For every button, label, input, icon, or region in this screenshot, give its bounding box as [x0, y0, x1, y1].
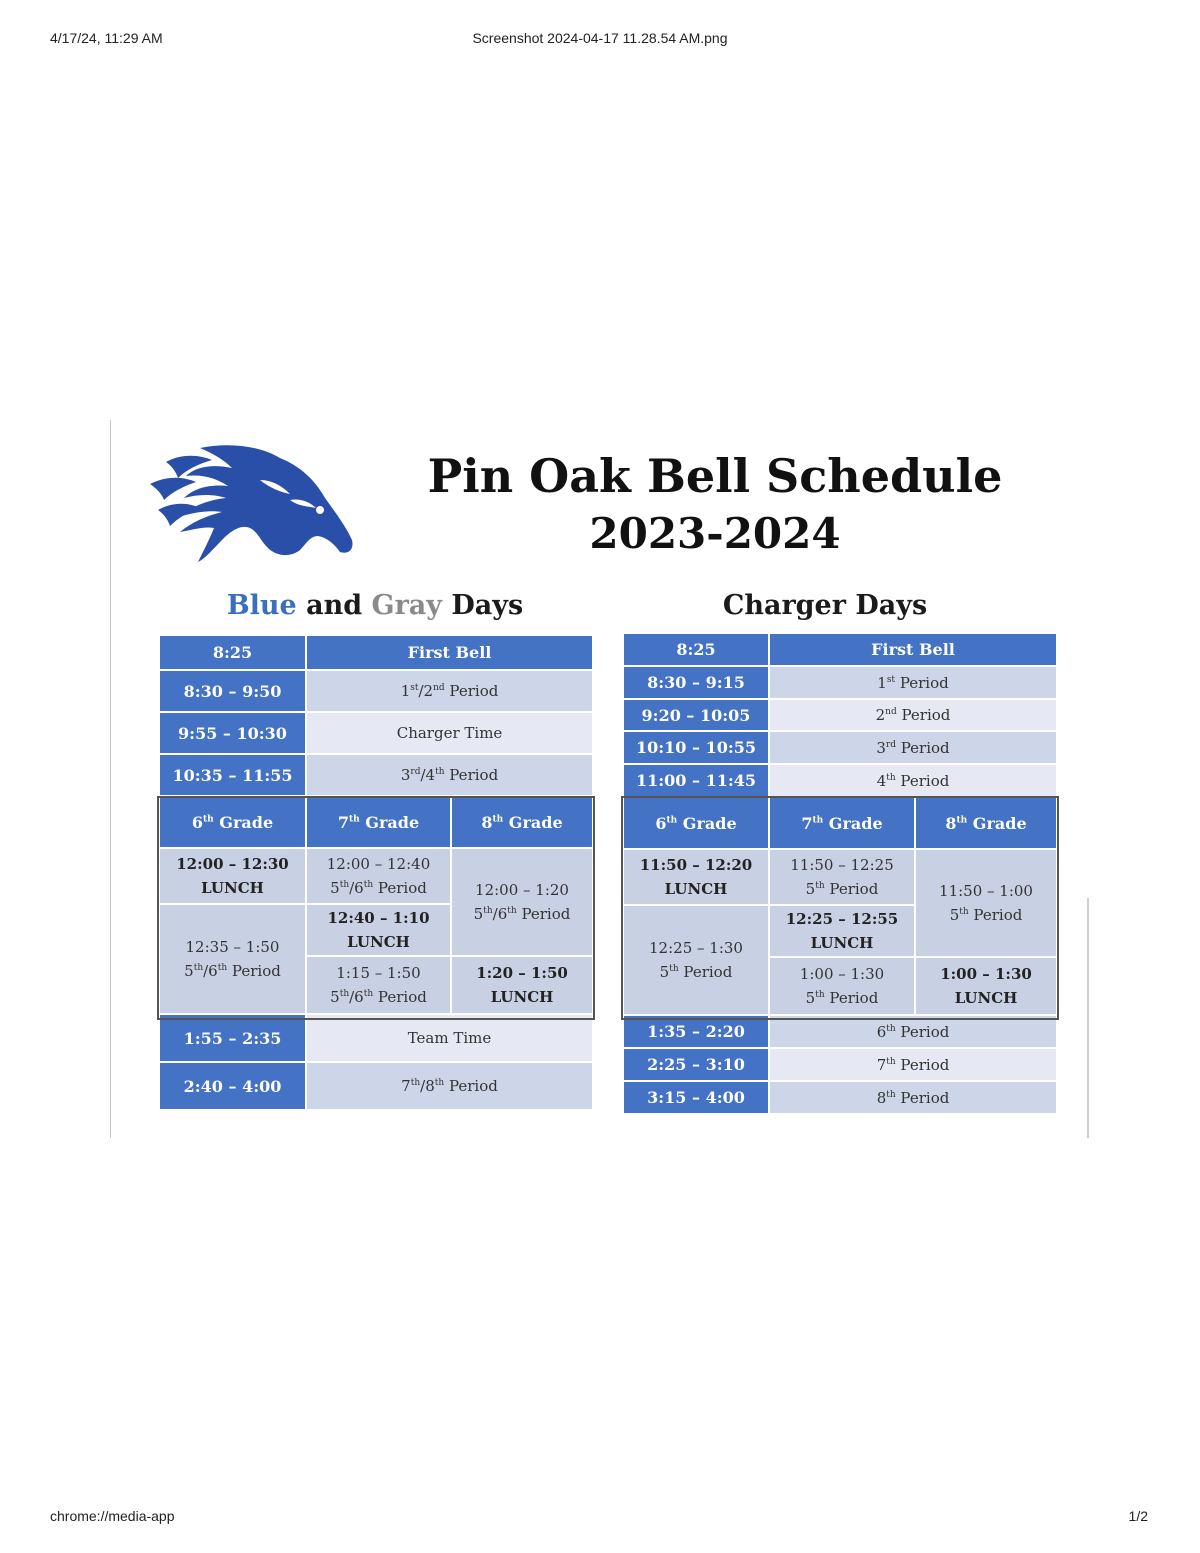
- grade-7-header: 7th Grade: [769, 797, 915, 849]
- activity-cell: 4th Period: [769, 764, 1057, 797]
- activity-cell: [306, 754, 593, 796]
- charger-days-heading: Charger Days: [722, 590, 928, 621]
- time-cell: 9:55 – 10:30: [159, 712, 306, 754]
- grade-6-header: 6th Grade: [623, 797, 769, 849]
- time-cell: 10:35 – 11:55: [159, 754, 306, 796]
- time-cell: 8:25: [159, 635, 306, 670]
- grade-6-lunch-cell: 12:00 – 12:30 LUNCH: [159, 848, 306, 904]
- time-cell: 2:40 – 4:00: [159, 1062, 306, 1110]
- heading-word-blue: Blue: [226, 590, 297, 621]
- table-row: [623, 1015, 1057, 1048]
- table-row: [159, 1014, 593, 1062]
- table-row: [623, 666, 1057, 699]
- grade-header-row: [159, 796, 593, 848]
- activity-cell: 8th Period: [769, 1081, 1057, 1114]
- table-row: [159, 848, 593, 904]
- grade-6-period-cell: 12:25 – 1:30 5th Period: [623, 905, 769, 1015]
- grade-8-header: 8th Grade: [451, 796, 593, 848]
- time-cell: 2:25 – 3:10: [623, 1048, 769, 1081]
- activity-cell: 1st Period: [769, 666, 1057, 699]
- grade-7-period-cell: 12:00 – 12:40 5th/6th Period: [306, 848, 451, 904]
- grade-7-period-cell: 1:00 – 1:30 5th Period: [769, 957, 915, 1015]
- grade-8-lunch-cell: 1:00 – 1:30 LUNCH: [915, 957, 1057, 1015]
- activity-cell: 7th/8th Period: [306, 1062, 593, 1110]
- heading-word-gray: Gray: [371, 590, 442, 621]
- heading-word-days: Days: [441, 590, 524, 621]
- print-file-title: Screenshot 2024-04-17 11.28.54 AM.png: [472, 30, 728, 46]
- activity-cell: Team Time: [306, 1014, 593, 1062]
- table-row: [159, 754, 593, 796]
- ordinal-suffix: th: [435, 767, 445, 777]
- blue-gray-days-heading: [158, 588, 592, 624]
- grade-header-row: [623, 797, 1057, 849]
- activity-cell: First Bell: [306, 635, 593, 670]
- grade-8-header: 8th Grade: [915, 797, 1057, 849]
- grade-7-header: 7th Grade: [306, 796, 451, 848]
- ordinal-suffix: rd: [410, 767, 421, 777]
- grade-7-lunch-cell: 12:25 – 12:55 LUNCH: [769, 905, 915, 957]
- grade-7-period-cell: 1:15 – 1:50 5th/6th Period: [306, 956, 451, 1014]
- table-row: [623, 1048, 1057, 1081]
- activity-cell: [306, 670, 593, 712]
- activity-cell: 3rd Period: [769, 731, 1057, 764]
- time-cell: 3:15 – 4:00: [623, 1081, 769, 1114]
- activity-cell: 6th Period: [769, 1015, 1057, 1048]
- table-row: [159, 1062, 593, 1110]
- grade-6-header: 6th Grade: [159, 796, 306, 848]
- period-number: /2: [418, 682, 434, 700]
- print-url: chrome://media-app: [50, 1508, 175, 1524]
- table-row: [623, 849, 1057, 905]
- table-row: [623, 633, 1057, 666]
- blue-gray-days-table: [158, 634, 594, 1111]
- grade-6-lunch-cell: 11:50 – 12:20 LUNCH: [623, 849, 769, 905]
- ordinal-suffix: nd: [433, 683, 445, 693]
- document-edge: [110, 420, 111, 1138]
- table-row: [159, 670, 593, 712]
- heading-word-and: and: [296, 590, 372, 621]
- grade-8-period-cell: 12:00 – 1:20 5th/6th Period: [451, 848, 593, 956]
- period-number: /4: [420, 766, 436, 784]
- table-row: [159, 635, 593, 670]
- activity-cell: 2nd Period: [769, 699, 1057, 731]
- grade-8-period-cell: 11:50 – 1:00 5th Period: [915, 849, 1057, 957]
- period-word: Period: [444, 766, 499, 784]
- grade-6-period-cell: 12:35 – 1:50 5th/6th Period: [159, 904, 306, 1014]
- activity-cell: 7th Period: [769, 1048, 1057, 1081]
- print-timestamp: 4/17/24, 11:29 AM: [50, 30, 163, 46]
- period-word: Period: [444, 682, 499, 700]
- grade-7-lunch-cell: 12:40 – 1:10 LUNCH: [306, 904, 451, 956]
- table-row: [159, 712, 593, 754]
- time-cell: 8:25: [623, 633, 769, 666]
- period-number: 1: [400, 682, 411, 700]
- activity-cell: First Bell: [769, 633, 1057, 666]
- time-cell: 11:00 – 11:45: [623, 764, 769, 797]
- time-cell: 1:55 – 2:35: [159, 1014, 306, 1062]
- grade-8-lunch-cell: 1:20 – 1:50 LUNCH: [451, 956, 593, 1014]
- table-row: [623, 1081, 1057, 1114]
- schedule-year: 2023-2024: [589, 509, 841, 558]
- charger-horse-logo: [140, 440, 360, 565]
- grade-7-period-cell: 11:50 – 12:25 5th Period: [769, 849, 915, 905]
- time-cell: 8:30 – 9:50: [159, 670, 306, 712]
- period-number: 3: [400, 766, 411, 784]
- time-cell: 8:30 – 9:15: [623, 666, 769, 699]
- time-cell: 1:35 – 2:20: [623, 1015, 769, 1048]
- print-page-number: 1/2: [1128, 1508, 1148, 1524]
- activity-cell: Charger Time: [306, 712, 593, 754]
- schedule-title: Pin Oak Bell Schedule: [427, 449, 1003, 503]
- time-cell: 9:20 – 10:05: [623, 699, 769, 731]
- time-cell: 10:10 – 10:55: [623, 731, 769, 764]
- table-row: [623, 764, 1057, 797]
- charger-days-table: [622, 632, 1058, 1115]
- table-row: [623, 731, 1057, 764]
- ordinal-suffix: st: [410, 683, 419, 693]
- table-row: [623, 699, 1057, 731]
- document-edge: [1087, 898, 1089, 1138]
